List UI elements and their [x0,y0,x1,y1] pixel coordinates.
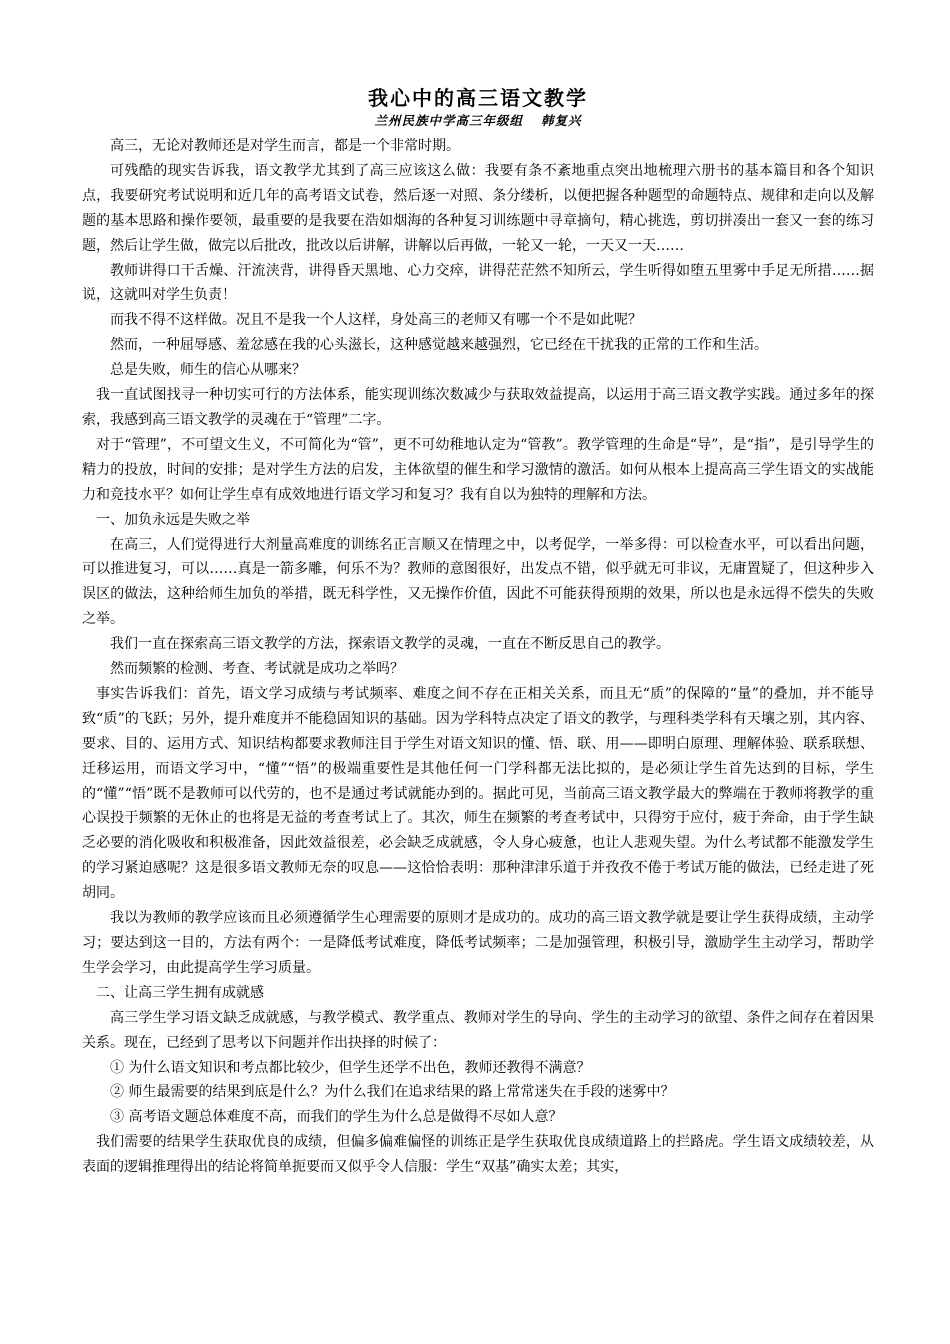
body-paragraph: 我以为教师的教学应该而且必须遵循学生心理需要的原则才是成功的。成功的高三语文教学就是要让学生获得成绩，主动学习；要达到这一目的，方法有两个：一是降低考试难度，降低考试频率；二是加强管理，积极引导，激励学生主动学习，帮助学生学会学习，由此提高学生学习质量。 [82,910,874,976]
body-paragraph: 总是失败，师生的信心从哪来？ [110,362,306,379]
body-paragraph: ③ 高考语文题总体难度不高，而我们的学生为什么总是做得不尽如人意？ [110,1109,563,1126]
author-organization: 兰州民族中学高三年级组 [374,113,523,128]
section-heading: 一、加负永远是失败之举 [96,511,250,528]
body-paragraph: 而我不得不这样做。况且不是我一个人这样，身处高三的老师又有哪一个不是如此呢？ [110,312,642,329]
body-paragraph: 我一直试图找寻一种切实可行的方法体系，能实现训练次数减少与获取效益提高，以运用于高三语文教学实践。通过多年的探索，我感到高三语文教学的灵魂在于“管理”二字。 [82,387,874,428]
body-paragraph: 然而，一种屈辱感、羞忿感在我的心头滋长，这种感觉越来越强烈，它已经在干扰我的正常的工作和生活。 [110,337,768,354]
document-page [82,84,874,1180]
document-title: 我心中的高三语文教学 [368,86,588,110]
body-paragraph: 高三，无论对教师还是对学生而言，都是一个非常时期。 [110,138,460,154]
body-paragraph: 我们需要的结果学生获取优良的成绩，但偏多偏难偏怪的训练正是学生获取优良成绩道路上的拦路虎。学生语文成绩较差，从表面的逻辑推理得出的结论将简单扼要而又似乎令人信服：学生“双基”确实太差；其实， [82,1134,874,1176]
body-paragraph: 可残酷的现实告诉我，语文教学尤其到了高三应该这么做：我要有条不紊地重点突出地梳理六册书的基本篇目和各个知识点，我要研究考试说明和近几年的高考语文试卷，然后逐一对照、条分缕析，以便把握各种题型的命题特点、规律和走向以及解题的基本思路和操作要领，最重要的是我要在浩如烟海的各种复习训练题中寻章摘句，精心挑选，剪切拼凑出一套又一套的练习题，然后让学生做，做完以后批改，批改以后讲解，讲解以后再做，一轮又一轮，一天又一天…… [82,162,874,254]
body-paragraph: ② 师生最需要的结果到底是什么？为什么我们在追求结果的路上常常迷失在手段的迷雾中？ [110,1084,675,1101]
body-paragraph: 高三学生学习语文缺乏成就感，与教学模式、教学重点、教师对学生的导向、学生的主动学习的欲望、条件之间存在着因果关系。现在，已经到了思考以下问题并作出抉择的时候了： [82,1009,874,1051]
author-name: 韩复兴 [541,113,582,128]
body-paragraph: 事实告诉我们：首先，语文学习成绩与考试频率、难度之间不存在正相关关系，而且无“质”的保障的“量”的叠加，并不能导致“质”的飞跃；另外，提升难度并不能稳固知识的基础。因为学科特点决定了语文的教学，与理科类学科有天壤之别，其内容、要求、目的、运用方式、知识结构都要求教师注目于学生对语文知识的懂、悟、联、用——即明白原理、理解体验、联系联想、迁移运用，而语文学习中，“懂”“悟”的极端重要性是其他任何一门学科都无法比拟的，是必须让学生首先达到的目标，学生的“懂”“悟”既不是教师可以代劳的，也不是通过考试就能办到的。据此可见，当前高三语文教学最大的弊端在于教师将教学的重心误投于频繁的无休止的也将是无益的考查考试上了。其次，师生在频繁的考查考试中，只得穷于应付，疲于奔命，由于学生缺乏必要的消化吸收和积极准备，因此效益很差，必会缺乏成就感，令人身心疲惫，也让人悲观失望。为什么考试都不能激发学生的学习紧迫感呢？这是很多语文教师无奈的叹息——这恰恰表明：那种津津乐道于并孜孜不倦于考试万能的做法，已经走进了死胡同。 [82,685,874,902]
body-paragraph: 对于“管理”，不可望文生义，不可简化为“管”，更不可幼稚地认定为“管教”。教学管理的生命是“导”，是“指”，是引导学生的精力的投放，时间的安排；是对学生方法的启发，主体欲望的催生和学习激情的激活。如何从根本上提高高三学生语文的实战能力和竞技水平？如何让学生卓有成效地进行语文学习和复习？我有自以为独特的理解和方法。 [82,436,874,503]
body-paragraph: 然而频繁的检测、考查、考试就是成功之举吗？ [110,661,404,678]
author-line [82,112,874,130]
body-paragraph: 教师讲得口干舌燥、汗流浃背，讲得昏天黑地、心力交瘁，讲得茫茫然不知所云，学生听得如堕五里雾中手足无所措……据说，这就叫对学生负责！ [82,262,874,304]
document-body [82,134,874,1180]
body-paragraph: ① 为什么语文知识和考点都比较少，但学生还学不出色，教师还教得不满意？ [110,1059,591,1076]
body-paragraph: 在高三，人们觉得进行大剂量高难度的训练名正言顺又在情理之中，以考促学，一举多得：可以检查水平，可以看出问题，可以推进复习，可以……真是一箭多雕，何乐不为？教师的意图很好，出发点不错，似乎就无可非议，无庸置疑了，但这种步入误区的做法，这种给师生加负的举措，既无科学性，又无操作价值，因此不可能获得预期的效果，所以也是永远得不偿失的失败之举。 [82,536,874,628]
body-paragraph: 我们一直在探索高三语文教学的方法，探索语文教学的灵魂，一直在不断反思自己的教学。 [110,636,670,653]
section-heading: 二、让高三学生拥有成就感 [96,984,264,1001]
